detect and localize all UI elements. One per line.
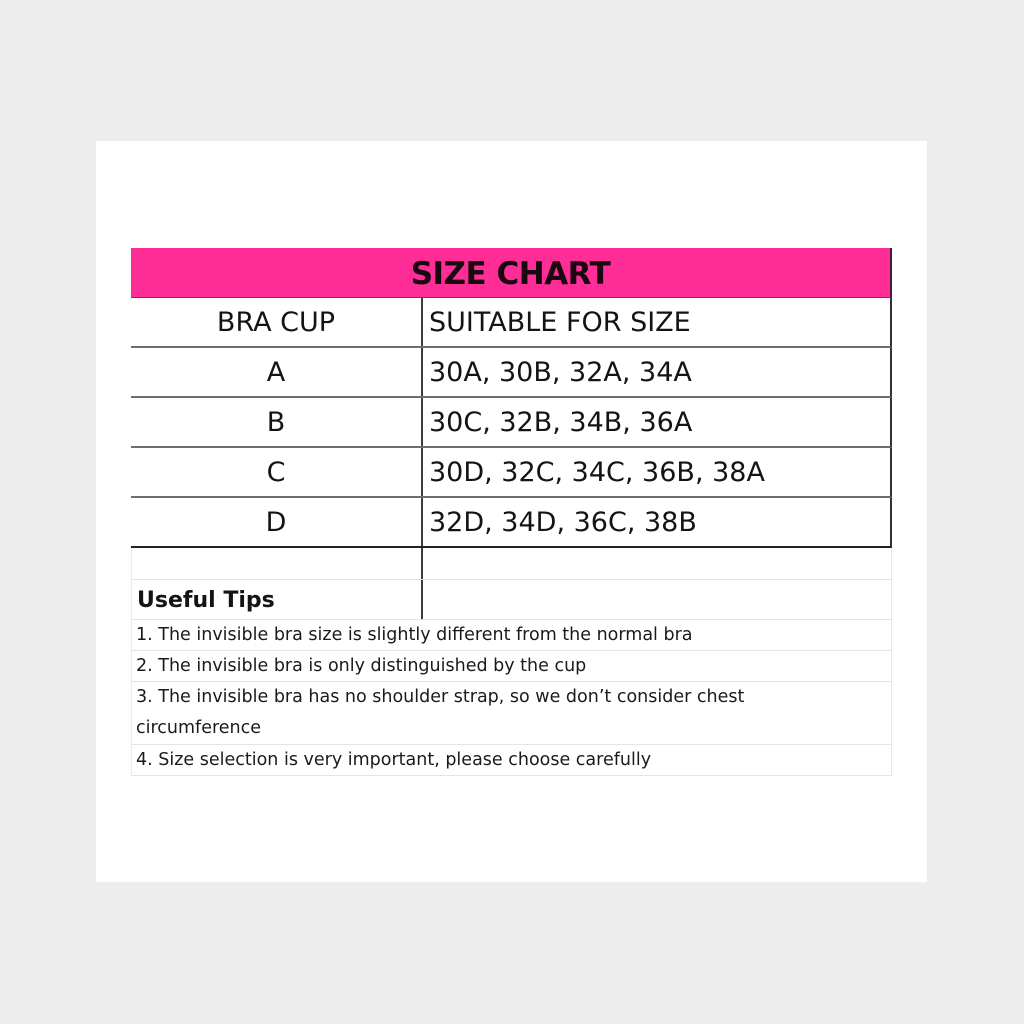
sizes-cell: 32D, 34D, 36C, 38B bbox=[421, 498, 890, 546]
tip-item: 1. The invisible bra size is slightly different from the normal bra bbox=[131, 620, 892, 651]
column-header-suitable-size: SUITABLE FOR SIZE bbox=[421, 298, 890, 346]
size-chart-title-bar bbox=[131, 248, 892, 298]
table-row bbox=[131, 498, 892, 548]
column-header-bra-cup: BRA CUP bbox=[216, 307, 336, 338]
table-header-row bbox=[131, 298, 892, 348]
column-divider bbox=[421, 580, 423, 619]
tip-item: 3. The invisible bra has no shoulder strap, so we don’t consider chest circumference bbox=[131, 682, 892, 745]
sizes-cell: 30A, 30B, 32A, 34A bbox=[421, 348, 890, 396]
tip-item: 4. Size selection is very important, please choose carefully bbox=[131, 745, 892, 776]
cup-cell: A bbox=[266, 357, 286, 388]
tips-heading: Useful Tips bbox=[137, 588, 275, 613]
size-chart-title: SIZE CHART bbox=[410, 256, 611, 292]
cup-cell: B bbox=[266, 407, 286, 438]
table-row bbox=[131, 398, 892, 448]
sizes-cell: 30C, 32B, 34B, 36A bbox=[421, 398, 890, 446]
table-row bbox=[131, 348, 892, 398]
column-divider bbox=[421, 548, 423, 579]
table-row bbox=[131, 448, 892, 498]
cup-cell: C bbox=[266, 457, 286, 488]
blank-row bbox=[131, 548, 892, 580]
sizes-cell: 30D, 32C, 34C, 36B, 38A bbox=[421, 448, 890, 496]
tips-heading-row bbox=[131, 580, 892, 620]
tip-item: 2. The invisible bra is only distinguished by the cup bbox=[131, 651, 892, 682]
cup-cell: D bbox=[265, 507, 287, 538]
